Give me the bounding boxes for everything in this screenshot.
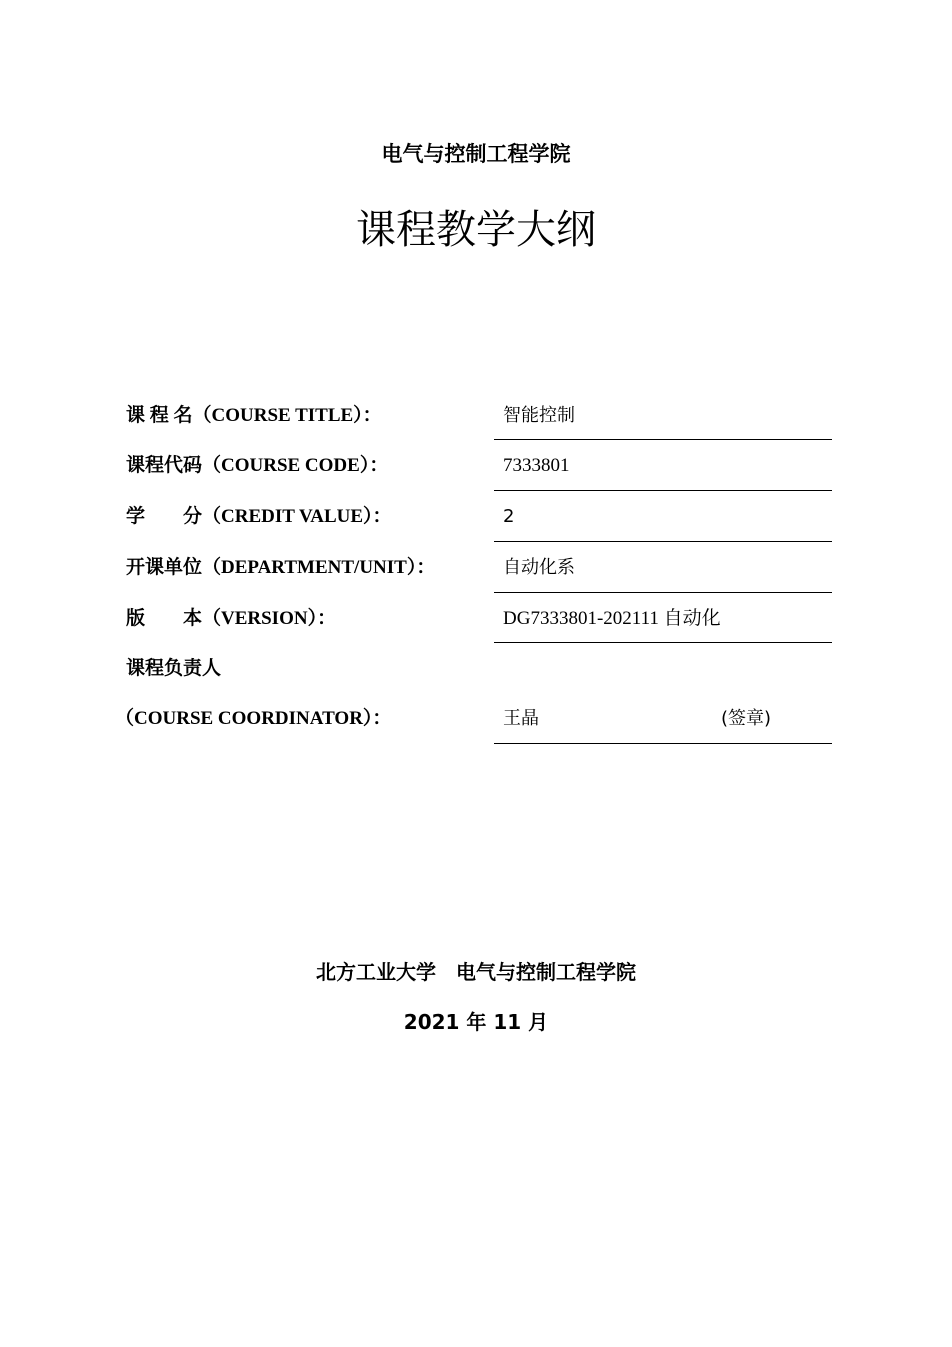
course-title-underline	[494, 439, 832, 440]
course-title-value: 智能控制	[503, 405, 575, 426]
course-code-underline	[494, 490, 832, 491]
coordinator-underline	[494, 743, 832, 744]
department-underline	[494, 592, 832, 593]
coordinator-label-line2: （COURSE COORDINATOR）：	[115, 708, 392, 729]
document-title: 课程教学大纲	[356, 207, 596, 253]
coordinator-label-line1: 课程负责人	[126, 658, 222, 679]
footer-institution: 北方工业大学 电气与控制工程学院	[316, 960, 636, 984]
credit-value-underline	[494, 541, 832, 542]
department-value: 自动化系	[503, 557, 575, 578]
department-label: 开课单位（DEPARTMENT/UNIT）：	[126, 557, 436, 578]
footer-date: 2021 年 11 月	[403, 1010, 549, 1034]
school-heading: 电气与控制工程学院	[381, 142, 571, 166]
credit-value-value: 2	[503, 506, 515, 527]
course-title-row	[0, 402, 952, 442]
department-row	[0, 554, 952, 594]
credit-value-row	[0, 503, 952, 543]
version-underline	[494, 642, 832, 643]
version-label: 版 本（VERSION）：	[126, 608, 337, 629]
version-value: DG7333801-202111 自动化	[503, 608, 721, 629]
coordinator-label-row	[0, 655, 952, 695]
coordinator-value: 王晶	[503, 708, 539, 729]
course-code-row	[0, 452, 952, 492]
signature-seal-note: (签章)	[721, 708, 772, 729]
course-code-label: 课程代码（COURSE CODE）：	[126, 455, 389, 476]
coordinator-row	[0, 705, 952, 745]
course-code-value: 7333801	[503, 455, 570, 476]
credit-value-label: 学 分（CREDIT VALUE）：	[126, 506, 392, 527]
course-title-label: 课 程 名（COURSE TITLE）：	[126, 405, 382, 426]
version-row	[0, 605, 952, 645]
